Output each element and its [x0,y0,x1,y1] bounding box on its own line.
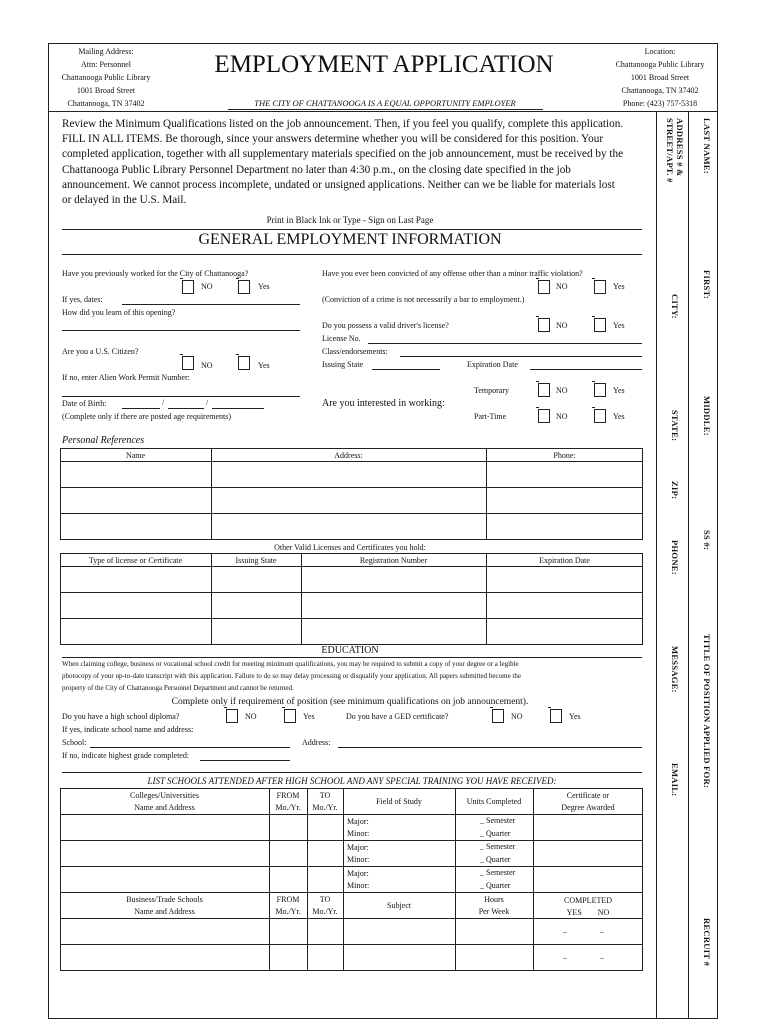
header-line: Hours [484,895,504,904]
col-header: Name [125,451,146,460]
education-title: EDUCATION [321,645,379,656]
col-header: Type of license or Certificate [88,556,183,565]
location-line: Chattanooga, TN 37402 [621,86,699,95]
hs-no-checkbox[interactable] [226,709,238,723]
no-blank[interactable]: _ [600,925,604,934]
table-rule [486,448,487,540]
table-rule [60,618,643,619]
header-line: Name and Address [134,803,195,812]
table-rule [60,814,643,815]
citizen-no-checkbox[interactable] [182,356,194,370]
dob-label: Date of Birth: [62,399,107,408]
exp-date-label: Expiration Date [467,360,518,369]
ged-yes-checkbox[interactable] [550,709,562,723]
sidebar-ss: SS #: [702,530,712,551]
minor-label: Minor: [347,855,370,864]
no-label: NO [511,712,523,721]
schools-title: LIST SCHOOLS ATTENDED AFTER HIGH SCHOOL AND ANY SPECIAL TRAINING YOU HAVE RECEIVED: [147,776,557,786]
sidebar-street: STREET/APT. # [665,118,675,183]
header-line: Mo./Yr. [275,803,301,812]
table-rule [60,892,643,893]
to-header [307,791,343,813]
yes-label: Yes [613,282,625,291]
no-label: NO [556,282,568,291]
section-rule [62,772,642,773]
school-field[interactable] [90,747,290,748]
section-rule [62,657,642,658]
alien-label: If no, enter Alien Work Permit Number: [62,373,190,382]
page-title: EMPLOYMENT APPLICATION [214,51,554,78]
instruction-line: FILL IN ALL ITEMS. Be thorough, since your answers determine whether you will be considered for this position. Your [62,133,604,146]
part-time-label: Part-Time [474,412,507,421]
yes-label: Yes [258,361,270,370]
semester-option[interactable]: _ Semester [480,842,516,851]
header-line: FROM [276,791,300,800]
table-rule [60,866,643,867]
license-question: Do you possess a valid driver's license? [322,321,449,330]
semester-label: Semester [486,868,516,877]
sidebar-address: ADDRESS # & [675,118,685,177]
col-header: Expiration Date [539,556,590,565]
class-label: Class/endorsements: [322,347,388,356]
colleges-header [60,791,269,813]
instruction-line: Chattanooga Public Library Personnel Department no later than 4:30 p.m., on the closing date specified in the job [62,163,571,176]
instruction-line: or delayed in the U.S. Mail. [62,194,187,207]
hs-diploma-label: Do you have a high school diploma? [62,712,180,721]
header-line: Mo./Yr. [312,907,338,916]
header-line: Mo./Yr. [312,803,338,812]
sidebar-message: MESSAGE: [670,646,680,693]
mailing-line: Attn: Personnel [81,60,131,69]
location-address [604,47,716,109]
semester-label: Semester [486,816,516,825]
quarter-label: Quarter [486,855,511,864]
license-yes-checkbox[interactable] [594,318,606,332]
location-line: Chattanooga Public Library [615,60,705,69]
semester-option[interactable]: _ Semester [480,816,516,825]
instruction-line: announcement. We cannot process incomplete, undated or unsigned applications. Neither can we be liable for materials lost [62,178,615,191]
header-line: Per Week [478,907,510,916]
units-header: Units Completed [466,797,522,806]
convicted-yes-checkbox[interactable] [594,280,606,294]
col-header: Registration Number [359,556,428,565]
no-label: NO [556,321,568,330]
table-rule [455,788,456,971]
dob-note: (Complete only if there are posted age requirements) [62,412,232,421]
dob-day-field[interactable] [168,408,204,409]
header-line: YES NO [566,908,610,917]
convicted-no-checkbox[interactable] [538,280,550,294]
grade-field[interactable] [200,760,290,761]
interested-label: Are you interested in working: [322,398,445,409]
table-rule [60,918,643,919]
yes-label: Yes [613,321,625,330]
completed-header [533,896,643,918]
table-rule [60,566,643,567]
no-label: NO [556,386,568,395]
table-rule [60,592,643,593]
location-line: Location: [644,47,676,56]
table-rule [269,788,270,971]
quarter-option[interactable]: _ Quarter [480,881,511,890]
references-title: Personal References [62,435,145,446]
from-header [269,791,307,813]
temporary-label: Temporary [474,386,509,395]
header-line: Mo./Yr. [275,907,301,916]
instructions [62,117,652,208]
yes-label: Yes [569,712,581,721]
minor-label: Minor: [347,829,370,838]
issuing-state-label: Issuing State [322,360,364,369]
dob-year-field[interactable] [212,408,264,409]
licenses-title: Other Valid Licenses and Certificates you hold: [274,543,426,552]
yes-label: Yes [613,386,625,395]
sidebar-phone: PHONE: [670,540,680,575]
mailing-address [52,47,160,109]
no-label: NO [556,412,568,421]
license-no-label: License No. [322,334,361,343]
school-label: School: [62,738,87,747]
quarter-label: Quarter [486,829,511,838]
header-divider [48,111,718,112]
major-label: Major: [347,817,369,826]
yes-blank[interactable]: _ [563,951,567,960]
business-header [60,895,269,917]
from-header [269,895,307,917]
sidebar-recruit: RECRUIT # [702,918,712,967]
yes-label: Yes [613,412,625,421]
header-line: Name and Address [134,907,195,916]
table-rule [60,840,643,841]
header-line: TO [319,895,331,904]
part-time-yes-checkbox[interactable] [594,409,606,423]
school-name-label: If yes, indicate school name and address: [62,725,194,734]
table-rule [486,553,487,645]
sidebar-zip: ZIP: [670,481,680,500]
temporary-yes-checkbox[interactable] [594,383,606,397]
col-header: Address: [334,451,363,460]
class-field[interactable] [400,356,642,357]
quarter-option[interactable]: _ Quarter [480,855,511,864]
col-header: Issuing State [235,556,277,565]
note-line: When claiming college, business or vocational school credit for meeting minimum qualifications, you may be required to submit a copy of your degree or a legible [62,660,519,668]
sidebar-last-name: LAST NAME: [702,118,712,174]
dob-slash: / [162,398,165,407]
yes-blank[interactable]: _ [563,925,567,934]
sidebar-title-position: TITLE OF POSITION APPLIED FOR: [702,634,712,789]
header-line: TO [319,791,331,800]
worked-no-checkbox[interactable] [182,280,194,294]
section-rule [62,229,642,230]
major-label: Major: [347,869,369,878]
ged-no-checkbox[interactable] [492,709,504,723]
header-line: Certificate or [566,791,610,800]
major-label: Major: [347,843,369,852]
semester-option[interactable]: _ Semester [480,868,516,877]
address-label: Address: [302,738,331,747]
no-label: NO [245,712,257,721]
school-address-field[interactable] [338,747,642,748]
learn-field[interactable] [62,330,300,331]
page-subtitle: THE CITY OF CHATTANOOGA IS A EQUAL OPPORTUNITY EMPLOYER [254,98,516,108]
grade-label: If no, indicate highest grade completed: [62,751,190,760]
temporary-no-checkbox[interactable] [538,383,550,397]
mailing-line: Chattanooga Public Library [61,73,151,82]
print-note: Print in Black Ink or Type - Sign on Last Page [266,215,434,225]
sidebar-divider [656,111,657,1019]
mailing-line: 1001 Broad Street [76,86,136,95]
yes-label: Yes [303,712,315,721]
table-rule [301,553,302,645]
minor-label: Minor: [347,881,370,890]
no-label: NO [201,282,213,291]
table-rule [307,788,308,971]
subject-header: Subject [387,901,411,910]
mailing-line: Mailing Address: [78,47,134,56]
instruction-line: completed application, together with all supplementary materials specified on the job announcement, must be received by the [62,148,624,161]
mailing-line: Chattanooga, TN 37402 [67,99,145,108]
hs-yes-checkbox[interactable] [284,709,296,723]
conviction-note: (Conviction of a crime is not necessarily a bar to employment.) [322,295,525,304]
dates-field[interactable] [122,304,300,305]
no-label: NO [201,361,213,370]
quarter-label: Quarter [486,881,511,890]
worked-yes-checkbox[interactable] [238,280,250,294]
part-time-no-checkbox[interactable] [538,409,550,423]
header-line: COMPLETED [564,896,612,905]
complete-only-note: Complete only if requirement of position (see minimum qualifications on job announcement). [171,697,529,707]
semester-label: Semester [486,842,516,851]
header-line: Degree Awarded [561,803,615,812]
sidebar-state: STATE: [670,410,680,442]
general-info-title: GENERAL EMPLOYMENT INFORMATION [198,231,502,248]
convicted-question: Have you ever been convicted of any offense other than a minor traffic violation? [322,269,583,278]
to-header [307,895,343,917]
table-rule [211,448,212,540]
field-header: Field of Study [376,797,422,806]
learn-label: How did you learn of this opening? [62,308,176,317]
table-rule [60,513,643,514]
sidebar-city: CITY: [670,294,680,319]
table-rule [60,944,643,945]
location-line: Phone: (423) 757-5318 [622,99,698,108]
subtitle-underline [228,109,543,110]
header-line: Business/Trade Schools [126,895,203,904]
education-note [62,660,642,693]
sidebar-middle: MIDDLE: [702,396,712,436]
header-line: Colleges/Universities [130,791,199,800]
exp-date-field[interactable] [530,369,642,370]
table-rule [211,553,212,645]
dates-label: If yes, dates: [62,295,103,304]
ged-label: Do you have a GED certificate? [346,712,449,721]
license-number-field[interactable] [368,343,642,344]
section-rule [62,254,642,255]
table-rule [60,487,643,488]
note-line: property of the City of Chattanooga Personnel Department and cannot be returned. [62,684,294,692]
sidebar-first: FIRST: [702,270,712,300]
table-rule [343,788,344,971]
sidebar-email: EMAIL: [670,763,680,797]
issuing-state-field[interactable] [372,369,440,370]
col-header: Phone: [553,451,576,460]
dob-slash: / [206,398,209,407]
citizen-label: Are you a U.S. Citizen? [62,347,139,356]
table-rule [60,461,643,462]
note-line: photocopy of your up-to-date transcript with this application. Failure to do so may delay processing or disqualify your application. All papers submitted become the [62,672,521,680]
instruction-line: Review the Minimum Qualifications listed on the job announcement. Then, if you feel you qualify, complete this application. [62,118,624,130]
yes-label: Yes [258,282,270,291]
license-no-checkbox[interactable] [538,318,550,332]
header-line: FROM [276,895,300,904]
cert-header [533,791,643,813]
quarter-option[interactable]: _ Quarter [480,829,511,838]
table-rule [533,788,534,971]
hours-header [455,895,533,917]
citizen-yes-checkbox[interactable] [238,356,250,370]
sidebar-divider [688,111,689,1019]
no-blank[interactable]: _ [600,951,604,960]
worked-question: Have you previously worked for the City of Chattanooga? [62,269,249,278]
alien-field[interactable] [62,396,300,397]
dob-month-field[interactable] [122,408,160,409]
location-line: 1001 Broad Street [630,73,690,82]
